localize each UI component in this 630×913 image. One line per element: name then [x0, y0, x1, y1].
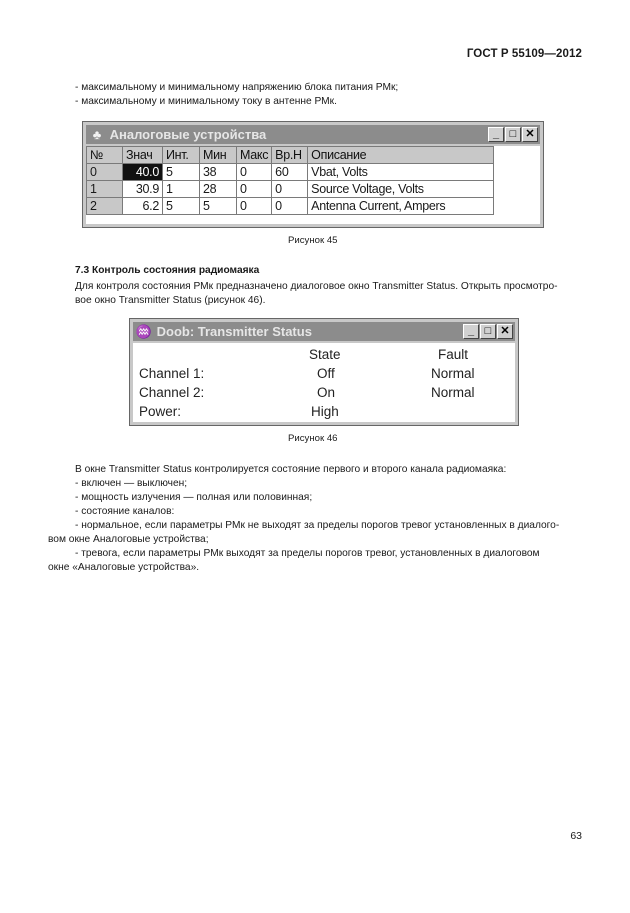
intro-line-current: - максимальному и минимальному току в антенне РМк.	[75, 96, 337, 107]
table-row[interactable]	[87, 198, 494, 215]
value-cell-selected[interactable]: 40.0	[123, 164, 163, 181]
power-state: High	[311, 404, 339, 419]
column-header-time[interactable]: Вр.Н	[272, 147, 308, 164]
column-header-min[interactable]: Мин	[200, 147, 237, 164]
value-cell[interactable]: 30.9	[123, 181, 163, 198]
transmitter-status-titlebar[interactable]	[133, 322, 515, 341]
channel1-label: Channel 1:	[139, 366, 205, 381]
minimize-button[interactable]: _	[463, 324, 479, 339]
analog-devices-icon: ♣	[92, 127, 102, 142]
description-cell[interactable]: Source Voltage, Volts	[308, 181, 494, 198]
channel2-fault: Normal	[431, 385, 475, 400]
body-line1: В окне Transmitter Status контролируется состояние первого и второго канала радиомаяка:	[75, 464, 507, 475]
transmitter-status-panel	[133, 343, 515, 422]
body-line3: - мощность излучения — полная или половинная;	[75, 492, 313, 503]
maximize-button[interactable]: □	[480, 324, 496, 339]
fault-column-header: Fault	[438, 347, 469, 362]
max-cell[interactable]: 0	[237, 181, 272, 198]
analog-devices-grid[interactable]	[86, 146, 540, 224]
channel2-state: On	[317, 385, 336, 400]
power-label: Power:	[139, 404, 182, 419]
channel1-state: Off	[317, 366, 335, 381]
analog-devices-window[interactable]	[82, 121, 544, 228]
transmitter-status-window[interactable]	[129, 318, 519, 426]
column-header-max[interactable]: Макс	[237, 147, 272, 164]
body-line5b: вом окне Аналоговые устройства;	[48, 534, 209, 545]
max-cell[interactable]: 0	[237, 164, 272, 181]
analog-devices-table	[86, 146, 494, 215]
interval-cell[interactable]: 5	[163, 198, 200, 215]
minimize-button[interactable]: _	[488, 127, 504, 142]
row-number: 2	[87, 198, 123, 215]
max-cell[interactable]: 0	[237, 198, 272, 215]
value-cell[interactable]: 6.2	[123, 198, 163, 215]
min-cell[interactable]: 5	[200, 198, 237, 215]
figure-caption-46: Рисунок 46	[288, 433, 338, 444]
document-standard-header: ГОСТ Р 55109—2012	[466, 48, 582, 60]
description-cell[interactable]: Vbat, Volts	[308, 164, 494, 181]
interval-cell[interactable]: 5	[163, 164, 200, 181]
intro-line-voltage: - максимальному и минимальному напряжению блока питания РМк;	[75, 82, 399, 93]
row-number: 1	[87, 181, 123, 198]
column-header-interval[interactable]: Инт.	[163, 147, 200, 164]
channel2-label: Channel 2:	[139, 385, 205, 400]
body-line2: - включен — выключен;	[75, 478, 188, 489]
window-controls	[463, 324, 513, 339]
figure-caption-45: Рисунок 45	[288, 235, 338, 246]
channel1-fault: Normal	[431, 366, 475, 381]
close-button[interactable]: ✕	[522, 127, 538, 142]
maximize-button[interactable]: □	[505, 127, 521, 142]
window-controls	[488, 127, 538, 142]
table-row[interactable]	[87, 181, 494, 198]
time-cell[interactable]: 60	[272, 164, 308, 181]
column-header-value[interactable]: Знач	[123, 147, 163, 164]
section-paragraph-line2: вое окно Transmitter Status (рисунок 46).	[75, 295, 266, 306]
time-cell[interactable]: 0	[272, 181, 308, 198]
min-cell[interactable]: 28	[200, 181, 237, 198]
section-heading: 7.3 Контроль состояния радиомаяка	[75, 265, 260, 276]
section-paragraph-line1: Для контроля состояния РМк предназначено диалоговое окно Transmitter Status. Открыть просмотро-	[75, 281, 558, 292]
column-header-number[interactable]: №	[87, 147, 123, 164]
close-button[interactable]: ✕	[497, 324, 513, 339]
description-cell[interactable]: Antenna Current, Ampers	[308, 198, 494, 215]
body-line6a: - тревога, если параметры РМк выходят за пределы порогов тревог, установленных в диалоговом	[75, 548, 540, 559]
table-header-row	[87, 147, 494, 164]
network-icon: ♒	[135, 324, 153, 339]
analog-devices-title: Аналоговые устройства	[109, 127, 267, 142]
row-number: 0	[87, 164, 123, 181]
body-line6b: окне «Аналоговые устройства».	[48, 562, 200, 573]
analog-devices-titlebar[interactable]	[86, 125, 540, 144]
body-line5a: - нормальное, если параметры РМк не выходят за пределы порогов тревог установленных в диалого-	[75, 520, 560, 531]
column-header-description[interactable]: Описание	[308, 147, 494, 164]
page-number: 63	[570, 830, 582, 842]
transmitter-status-title: Doob: Transmitter Status	[156, 324, 312, 339]
table-row[interactable]	[87, 164, 494, 181]
min-cell[interactable]: 38	[200, 164, 237, 181]
state-column-header: State	[309, 347, 341, 362]
time-cell[interactable]: 0	[272, 198, 308, 215]
body-line4: - состояние каналов:	[75, 506, 175, 517]
interval-cell[interactable]: 1	[163, 181, 200, 198]
